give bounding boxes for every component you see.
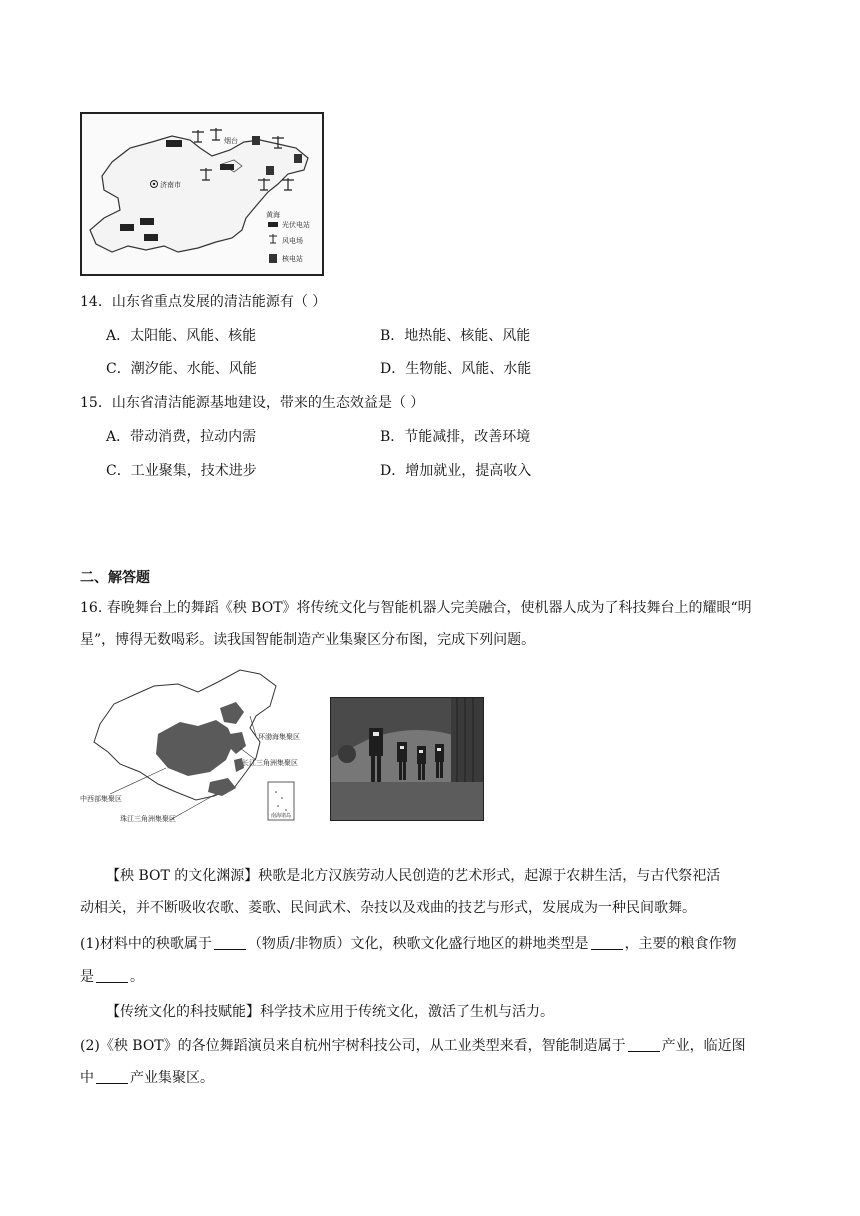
sub-question-2-line2 xyxy=(80,1068,214,1088)
sub2-text-b: 产业，临近图 xyxy=(661,1038,746,1054)
sub2-text-c: 中 xyxy=(80,1070,94,1086)
q14-option-d[interactable]: D．生物能、风能、水能 xyxy=(380,361,532,377)
label-zhujiang: 珠江三角洲集聚区 xyxy=(120,815,176,823)
tech-empower-para: 【传统文化的科技赋能】科学技术应用于传统文化，激活了生机与活力。 xyxy=(106,1004,554,1020)
answer-blank-3[interactable] xyxy=(96,968,128,983)
q15-option-a[interactable]: A．带动消费，拉动内需 xyxy=(106,429,257,445)
q16-stem-line2: 星”，博得无数喝彩。读我国智能制造产业集聚区分布图，完成下列问题。 xyxy=(80,632,536,648)
sub1-text-b: （物质/非物质）文化，秧歌文化盛行地区的耕地类型是 xyxy=(247,936,589,952)
sub2-text-a: (2)《秧 BOT》的各位舞蹈演员来自杭州宇树科技公司，从工业类型来看，智能制造属于 xyxy=(80,1038,626,1054)
robot-stage-image xyxy=(331,698,483,820)
shandong-outline xyxy=(82,114,322,274)
china-cluster-map xyxy=(80,664,310,824)
label-huanbohai: 环渤海集聚区 xyxy=(258,733,300,741)
label-zhongxibu: 中西部集聚区 xyxy=(80,795,122,803)
sub-question-1-line2 xyxy=(80,967,144,987)
legend-nuclear: 核电站 xyxy=(282,255,303,263)
legend-pv: 光伏电站 xyxy=(282,221,310,229)
robot-dance-photo xyxy=(330,697,484,821)
q16-stem-line1: 16. 春晚舞台上的舞蹈《秧 BOT》将传统文化与智能机器人完美融合，使机器人成为了科技舞台上的耀眼“明 xyxy=(80,600,752,616)
culture-origin-line1: 【秧 BOT 的文化渊源】秧歌是北方汉族劳动人民创造的艺术形式，起源于农耕生活，与古代祭祀活 xyxy=(106,868,721,884)
answer-blank-2[interactable] xyxy=(591,935,623,950)
sub-question-1-line1 xyxy=(80,934,737,954)
sub1-text-a: (1)材料中的秧歌属于 xyxy=(80,936,212,952)
label-huanghai: 黄海 xyxy=(266,211,280,219)
sub1-text-c: ，主要的粮食作物 xyxy=(624,936,737,952)
q15-option-d[interactable]: D．增加就业，提高收入 xyxy=(380,463,532,479)
q14-option-b[interactable]: B．地热能、核能、风能 xyxy=(380,328,531,344)
q14-option-c[interactable]: C．潮汐能、水能、风能 xyxy=(106,361,257,377)
answer-blank-1[interactable] xyxy=(214,935,246,950)
shandong-energy-map xyxy=(80,112,324,276)
q14-option-a[interactable]: A．太阳能、风能、核能 xyxy=(106,328,257,344)
q15-option-b[interactable]: B．节能减排，改善环境 xyxy=(380,429,531,445)
q15-stem: 15．山东省清洁能源基地建设，带来的生态效益是（ ） xyxy=(80,395,425,411)
sub2-text-d: 产业集聚区。 xyxy=(130,1070,214,1086)
answer-blank-4[interactable] xyxy=(628,1037,660,1052)
label-nanhai: 南海诸岛 xyxy=(271,813,292,819)
answer-blank-5[interactable] xyxy=(96,1069,128,1084)
label-yantai: 烟台 xyxy=(224,137,238,145)
q14-stem: 14．山东省重点发展的清洁能源有（ ） xyxy=(80,294,327,310)
label-changjiang: 长江三角洲集聚区 xyxy=(242,759,298,767)
sub1-text-e: 。 xyxy=(130,969,144,985)
label-jinan: 济南市 xyxy=(160,181,181,189)
sub-question-2-line1 xyxy=(80,1036,746,1056)
sub1-text-d: 是 xyxy=(80,969,94,985)
q15-option-c[interactable]: C．工业聚集，技术进步 xyxy=(106,463,257,479)
culture-origin-line2: 动相关，并不断吸收农歌、菱歌、民间武术、杂技以及戏曲的技艺与形式，发展成为一种民间歌舞。 xyxy=(80,900,696,916)
legend-wind: 风电场 xyxy=(282,237,303,245)
section-title: 二、解答题 xyxy=(80,570,150,586)
